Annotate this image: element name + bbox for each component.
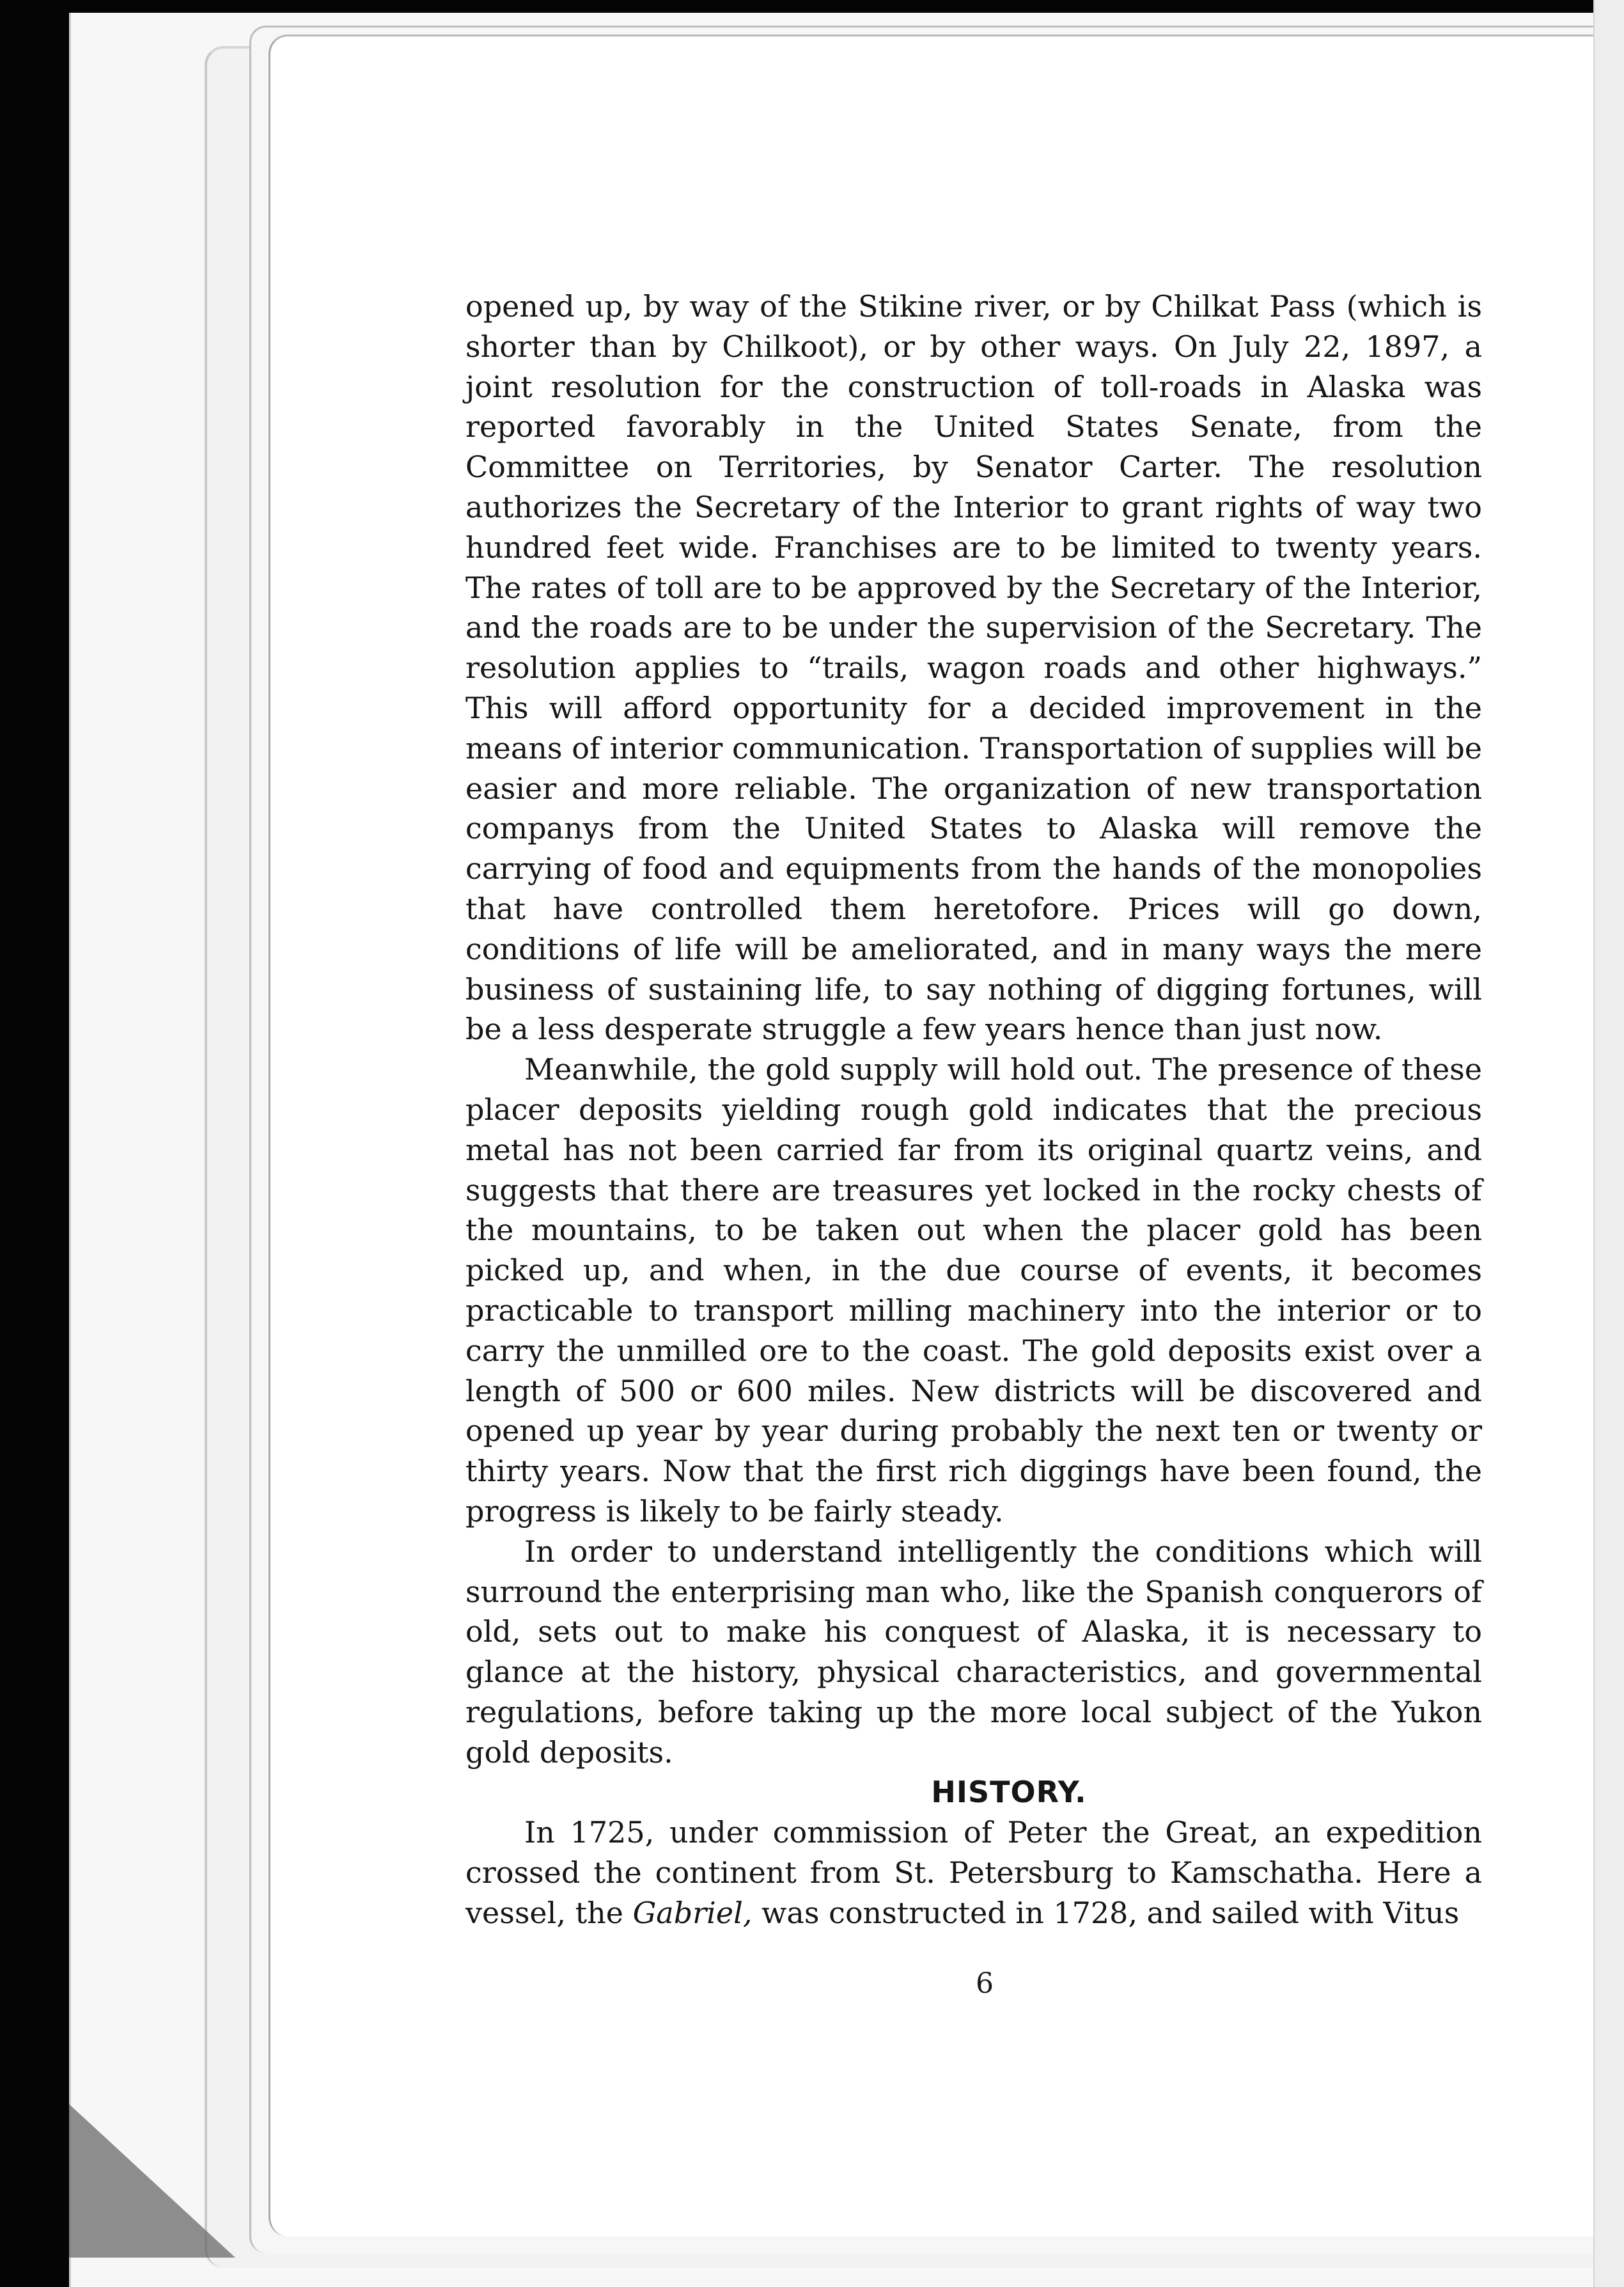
- page-number: 6: [976, 1967, 994, 2000]
- body-text: [465, 287, 1482, 1933]
- paragraph-meanwhile: Meanwhile, the gold supply will hold out. The presence of these placer deposits yielding rough gold indicates that the precious metal has not been carried far from its original quartz veins, and suggests that there are treasures yet locked in the rocky chests of the mountains, to be taken out when the placer gold has been picked up, and when, in the due course of events, it becomes practicable to transport milling machinery into the interior or to carry the unmilled ore to the coast. The gold deposits exist over a length of 500 or 600 miles. New districts will be discovered and opened up year by year during probably the next ten or twenty or thirty years. Now that the first rich diggings have been found, the progress is likely to be fairly steady.: [465, 1052, 1482, 1529]
- page-corner-shadow: [69, 2104, 235, 2258]
- paragraph-continued: opened up, by way of the Stikine river, or by Chilkat Pass (which is shorter than by Chilkoot), or by other ways. On July 22, 1897, a joint resolution for the construction of toll-roads in Alaska was reported favorably in the United States Senate, from the Committee on Territories, by Senator Carter. The resolution authorizes the Secretary of the Interior to grant rights of way two hundred feet wide. Franchises are to be limited to twenty years. The rates of toll are to be approved by the Secretary of the Interior, and the roads are to be under the supervision of the Secretary. The resolution applies to “trails, wagon roads and other highways.” This will afford opportunity for a decided improvement in the means of interior communication. Transportation of supplies will be easier and more reliable. The organization of new transportation companys from the United States to Alaska will remove the carrying of food and equipments from the hands of the monopolies that have controlled them heretofore. Prices will go down, conditions of life will be ameliorated, and in many ways the mere business of sustaining life, to say nothing of digging fortunes, will be a less desperate struggle a few years hence than just now.: [465, 289, 1482, 1047]
- history-text-start: In 1725, under commission of Peter the Great, an expedition crossed the continent from St. Petersburg to Kamschatha. Here a vessel, the: [465, 1815, 1482, 1930]
- paragraph-history: [465, 1812, 1482, 1933]
- section-heading: HISTORY.: [931, 1775, 1087, 1810]
- facing-page-edge: [1593, 0, 1624, 2287]
- ship-name: Gabriel,: [632, 1895, 753, 1930]
- paragraph-in-order: In order to understand intelligently the conditions which will surround the enterprising man who, like the Spanish conquerors of old, sets out to make his conquest of Alaska, it is necessary to glance at the history, physical characteristics, and governmental regulations, before taking up the more local subject of the Yukon gold deposits.: [465, 1534, 1482, 1770]
- history-text-end: was constructed in 1728, and sailed with Vitus: [752, 1895, 1460, 1930]
